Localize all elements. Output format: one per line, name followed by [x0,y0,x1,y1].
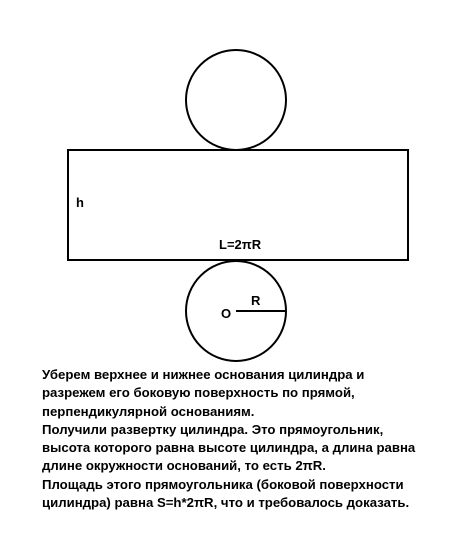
explanation-line: Уберем верхнее и нижнее основания цилиндра и [42,367,365,382]
explanation-line: цилиндра) равна S=h*2πR, что и требовалось доказать. [42,495,410,511]
explanation-line: разрежем его боковую поверхность по прямой, [42,385,355,401]
radius-label: R [251,293,261,308]
length-label: L=2πR [219,237,262,252]
explanation-line: высота которого равна высоте цилиндра, а длина равна [42,440,416,456]
explanation-line: длине окружности оснований, то есть 2πR. [42,458,326,474]
center-label: O [221,306,232,321]
top-base-circle [186,50,286,150]
explanation-line: Получили развертку цилиндра. Это прямоугольник, [42,421,384,437]
explanation-line: Площадь этого прямоугольника (боковой поверхности [42,476,404,492]
height-label: h [76,195,84,210]
explanation-line: перпендикулярной основаниям. [42,403,255,419]
explanation-text [42,366,452,512]
